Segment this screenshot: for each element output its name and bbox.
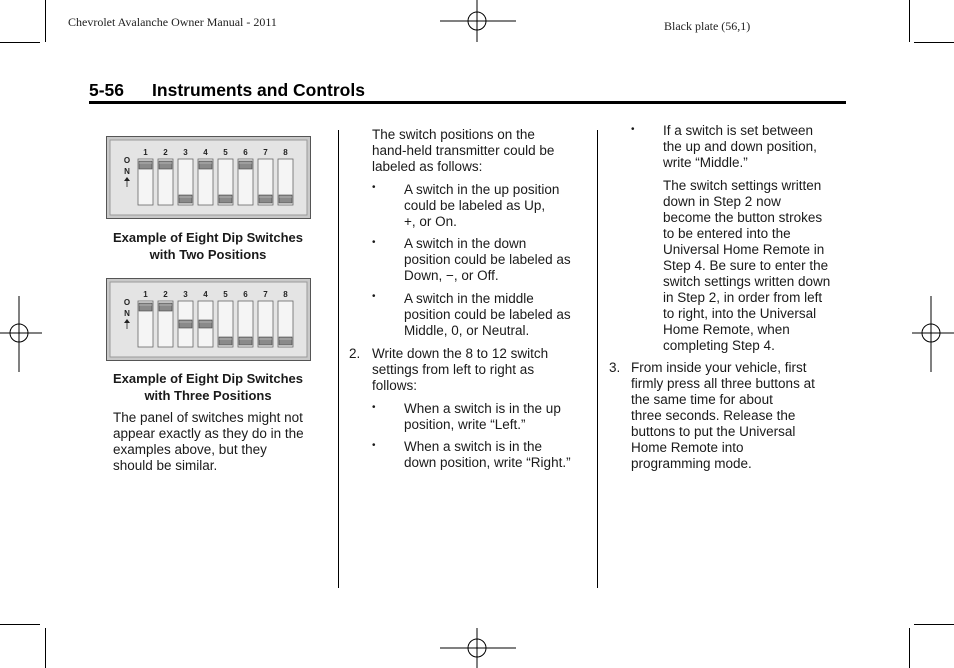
text-line: The switch settings written — [663, 178, 822, 193]
bullet-down-position — [404, 236, 571, 284]
bullet-icon: • — [372, 440, 376, 451]
text-line: could be labeled as Up, — [404, 198, 546, 213]
text-line: A switch in the up position — [404, 182, 560, 197]
step-2-text — [372, 346, 548, 394]
bullet-icon: • — [372, 182, 376, 193]
switch-number: 3 — [183, 290, 188, 299]
text-line: appear exactly as they do in the — [113, 426, 304, 441]
on-label-letter: N — [124, 309, 130, 318]
caption-line: Example of Eight Dip Switches — [113, 371, 303, 386]
text-line: three seconds. Release the — [631, 408, 796, 423]
text-line: position, write “Left.” — [404, 417, 526, 432]
text-line: the up and down position, — [663, 139, 817, 154]
crop-mark — [45, 628, 46, 668]
text-line: follows: — [372, 378, 418, 393]
text-line: From inside your vehicle, first — [631, 360, 807, 375]
on-label-letter: O — [123, 298, 131, 307]
text-line: labeled as follows: — [372, 159, 483, 174]
text-line: become the button strokes — [663, 210, 823, 225]
text-line: Down, −, or Off. — [404, 268, 499, 283]
switch-number: 6 — [243, 148, 248, 157]
column-divider — [597, 130, 598, 588]
dip-switch-figure-two-positions — [106, 136, 311, 219]
switch-knob — [159, 303, 172, 311]
text-line: position could be labeled as — [404, 252, 571, 267]
text-line: the same time for about — [631, 392, 773, 407]
caption-line: with Two Positions — [149, 247, 267, 262]
step-number: 3. — [609, 360, 621, 375]
caption-line: with Three Positions — [144, 388, 272, 403]
bullet-icon: • — [372, 402, 376, 413]
text-line: settings from left to right as — [372, 362, 535, 377]
bullet-middle-position — [404, 291, 571, 339]
crop-mark — [914, 624, 954, 625]
switch-knob — [259, 337, 272, 345]
panel-note-paragraph — [113, 410, 304, 474]
figure-caption-two-positions — [93, 229, 323, 263]
text-line: down in Step 2 now — [663, 194, 781, 209]
step-number: 2. — [349, 346, 361, 361]
crop-mark — [0, 624, 40, 625]
text-line: examples above, but they — [113, 442, 267, 457]
switch-number: 7 — [263, 148, 268, 157]
switch-number: 4 — [203, 290, 208, 299]
bullet-icon: • — [372, 291, 376, 302]
bullet-write-left — [404, 401, 561, 433]
switch-number: 4 — [203, 148, 208, 157]
crop-mark — [45, 0, 46, 42]
column-divider — [338, 130, 339, 588]
text-line: Home Remote, when — [663, 322, 790, 337]
text-line: write “Middle.” — [663, 155, 748, 170]
switch-number: 5 — [223, 148, 228, 157]
text-line: position could be labeled as — [404, 307, 571, 322]
switch-number: 3 — [183, 148, 188, 157]
text-line: to be entered into the — [663, 226, 791, 241]
switch-knob — [159, 161, 172, 169]
text-line: The panel of switches might not — [113, 410, 303, 425]
bullet-write-middle — [663, 123, 817, 171]
crop-mark — [909, 0, 910, 42]
switch-number: 2 — [163, 290, 168, 299]
text-line: Step 4. Be sure to enter the — [663, 258, 829, 273]
switch-number: 1 — [143, 148, 148, 157]
switch-knob — [179, 320, 192, 328]
switch-number: 8 — [283, 290, 288, 299]
switch-number: 7 — [263, 290, 268, 299]
switch-positions-intro — [372, 127, 554, 175]
caption-line: Example of Eight Dip Switches — [113, 230, 303, 245]
text-line: Universal Home Remote in — [663, 242, 825, 257]
switch-knob — [179, 195, 192, 203]
text-line: A switch in the down — [404, 236, 527, 251]
text-line: switch settings written down — [663, 274, 831, 289]
text-line: hand-held transmitter could be — [372, 143, 555, 158]
switch-knob — [279, 337, 292, 345]
text-line: buttons to put the Universal — [631, 424, 796, 439]
on-label-letter: O — [123, 156, 131, 165]
text-line: Home Remote into — [631, 440, 744, 455]
bullet-up-position — [404, 182, 559, 230]
manual-title: Chevrolet Avalanche Owner Manual - 2011 — [68, 15, 277, 29]
step-3-text — [631, 360, 815, 472]
switch-knob — [199, 320, 212, 328]
switch-number: 6 — [243, 290, 248, 299]
text-line: should be similar. — [113, 458, 218, 473]
switch-number: 8 — [283, 148, 288, 157]
on-label-letter: N — [124, 167, 130, 176]
switch-knob — [279, 195, 292, 203]
switch-knob — [199, 161, 212, 169]
heading-rule — [89, 101, 846, 104]
text-line: programming mode. — [631, 456, 752, 471]
text-line: When a switch is in the — [404, 439, 543, 454]
switch-number: 1 — [143, 290, 148, 299]
switch-knob — [239, 337, 252, 345]
text-line: down position, write “Right.” — [404, 455, 571, 470]
switch-knob — [239, 161, 252, 169]
dip-switch-figure-three-positions — [106, 278, 311, 361]
text-line: completing Step 4. — [663, 338, 775, 353]
switch-settings-paragraph — [663, 178, 830, 354]
text-line: A switch in the middle — [404, 291, 534, 306]
registration-mark-left — [0, 296, 42, 372]
bullet-icon: • — [372, 237, 376, 248]
crop-mark — [914, 42, 954, 43]
text-line: Middle, 0, or Neutral. — [404, 323, 530, 338]
crop-mark — [909, 628, 910, 668]
text-line: When a switch is in the up — [404, 401, 561, 416]
text-line: If a switch is set between — [663, 123, 814, 138]
switch-knob — [259, 195, 272, 203]
text-line: Write down the 8 to 12 switch — [372, 346, 549, 361]
switch-knob — [219, 195, 232, 203]
text-line: in Step 2, in order from left — [663, 290, 823, 305]
switch-number: 5 — [223, 290, 228, 299]
section-heading — [89, 80, 365, 101]
registration-mark-right — [912, 296, 954, 372]
registration-mark-top — [440, 0, 516, 42]
figure-caption-three-positions — [93, 370, 323, 404]
switch-knob — [139, 161, 152, 169]
bullet-icon: • — [631, 124, 635, 135]
crop-mark — [0, 42, 40, 43]
plate-label: Black plate (56,1) — [664, 19, 751, 33]
text-line: firmly press all three buttons at — [631, 376, 815, 391]
switch-number: 2 — [163, 148, 168, 157]
switch-knob — [219, 337, 232, 345]
page-number: 5-56 — [89, 80, 125, 100]
switch-knob — [139, 303, 152, 311]
text-line: to right, into the Universal — [663, 306, 817, 321]
text-line: The switch positions on the — [372, 127, 535, 142]
bullet-write-right — [404, 439, 571, 471]
section-title: Instruments and Controls — [152, 80, 365, 100]
registration-mark-bottom — [440, 628, 516, 668]
text-line: +, or On. — [404, 214, 457, 229]
